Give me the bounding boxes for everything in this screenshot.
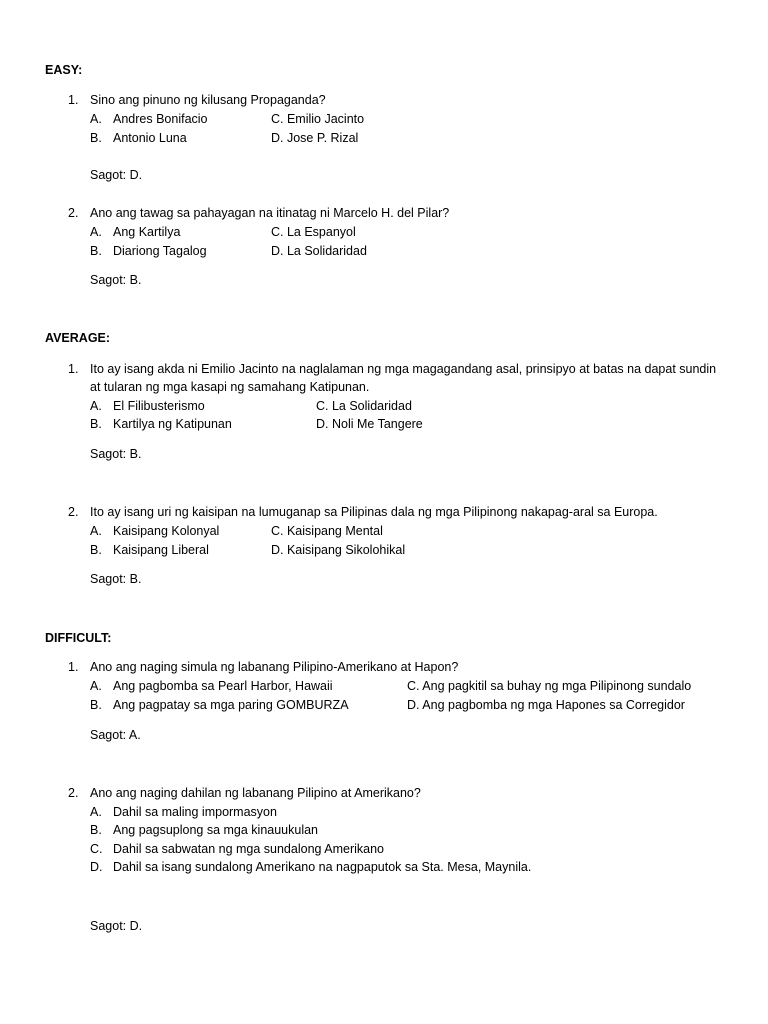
question-text: Ano ang tawag sa pahayagan na itinatag ni Marcelo H. del Pilar? [90, 206, 450, 220]
question-number: 1. [68, 362, 79, 376]
choice-a: Ang Kartilya [113, 225, 181, 239]
choice-c: C. Ang pagkitil sa buhay ng mga Pilipinong sundalo [407, 679, 692, 693]
choice-a: Ang pagbomba sa Pearl Harbor, Hawaii [113, 679, 333, 693]
question-text: Sino ang pinuno ng kilusang Propaganda? [90, 93, 326, 107]
choice-a: Kaisipang Kolonyal [113, 524, 220, 538]
question-number: 2. [68, 206, 79, 220]
answer-text: Sagot: B. [90, 273, 142, 287]
question-text: Ano ang naging dahilan ng labanang Pilipino at Amerikano? [90, 786, 421, 800]
choice-letter-a: A. [90, 112, 102, 126]
choice-d: D. Jose P. Rizal [271, 131, 359, 145]
question-text: Ito ay isang uri ng kaisipan na lumuganap sa Pilipinas dala ng mga Pilipinong nakapag-aral sa Europa. [90, 505, 658, 519]
choice-a: Dahil sa maling impormasyon [113, 805, 277, 819]
choice-c: C. Emilio Jacinto [271, 112, 365, 126]
choice-a: El Filibusterismo [113, 399, 205, 413]
answer-text: Sagot: D. [90, 168, 143, 182]
choice-b: Diariong Tagalog [113, 244, 207, 258]
question-number: 1. [68, 660, 79, 674]
choice-a: Andres Bonifacio [113, 112, 208, 126]
answer-text: Sagot: B. [90, 447, 142, 461]
answer-text: Sagot: D. [90, 919, 143, 933]
choice-letter-d: D. [90, 860, 103, 874]
choice-letter-b: B. [90, 244, 102, 258]
choice-d: D. La Solidaridad [271, 244, 367, 258]
section-heading-easy: EASY: [45, 63, 83, 77]
choice-letter-b: B. [90, 417, 102, 431]
question-text-line2: at tularan ng mga kasapi ng samahang Katipunan. [90, 380, 370, 394]
choice-letter-a: A. [90, 679, 102, 693]
choice-letter-a: A. [90, 399, 102, 413]
choice-d: Dahil sa isang sundalong Amerikano na nagpaputok sa Sta. Mesa, Maynila. [113, 860, 532, 874]
choice-letter-a: A. [90, 225, 102, 239]
choice-d: D. Noli Me Tangere [316, 417, 423, 431]
choice-c: Dahil sa sabwatan ng mga sundalong Amerikano [113, 842, 385, 856]
choice-b: Ang pagsuplong sa mga kinauukulan [113, 823, 319, 837]
choice-c: C. Kaisipang Mental [271, 524, 383, 538]
choice-letter-a: A. [90, 524, 102, 538]
choice-letter-b: B. [90, 823, 102, 837]
answer-text: Sagot: A. [90, 728, 141, 742]
choice-b: Antonio Luna [113, 131, 187, 145]
choice-b: Kaisipang Liberal [113, 543, 209, 557]
choice-d: D. Ang pagbomba ng mga Hapones sa Corregidor [407, 698, 685, 712]
question-number: 2. [68, 505, 79, 519]
choice-letter-a: A. [90, 805, 102, 819]
choice-letter-b: B. [90, 543, 102, 557]
choice-letter-b: B. [90, 698, 102, 712]
choice-c: C. La Espanyol [271, 225, 356, 239]
section-heading-difficult: DIFFICULT: [45, 631, 112, 645]
question-text: Ano ang naging simula ng labanang Pilipino-Amerikano at Hapon? [90, 660, 459, 674]
choice-letter-b: B. [90, 131, 102, 145]
section-heading-average: AVERAGE: [45, 331, 111, 345]
choice-c: C. La Solidaridad [316, 399, 412, 413]
choice-b: Ang pagpatay sa mga paring GOMBURZA [113, 698, 349, 712]
choice-letter-c: C. [90, 842, 103, 856]
question-text-line1: Ito ay isang akda ni Emilio Jacinto na naglalaman ng mga magagandang asal, prinsipyo at batas na dapat sundin [90, 362, 717, 376]
question-number: 1. [68, 93, 79, 107]
choice-b: Kartilya ng Katipunan [113, 417, 232, 431]
question-number: 2. [68, 786, 79, 800]
choice-d: D. Kaisipang Sikolohikal [271, 543, 406, 557]
answer-text: Sagot: B. [90, 572, 142, 586]
